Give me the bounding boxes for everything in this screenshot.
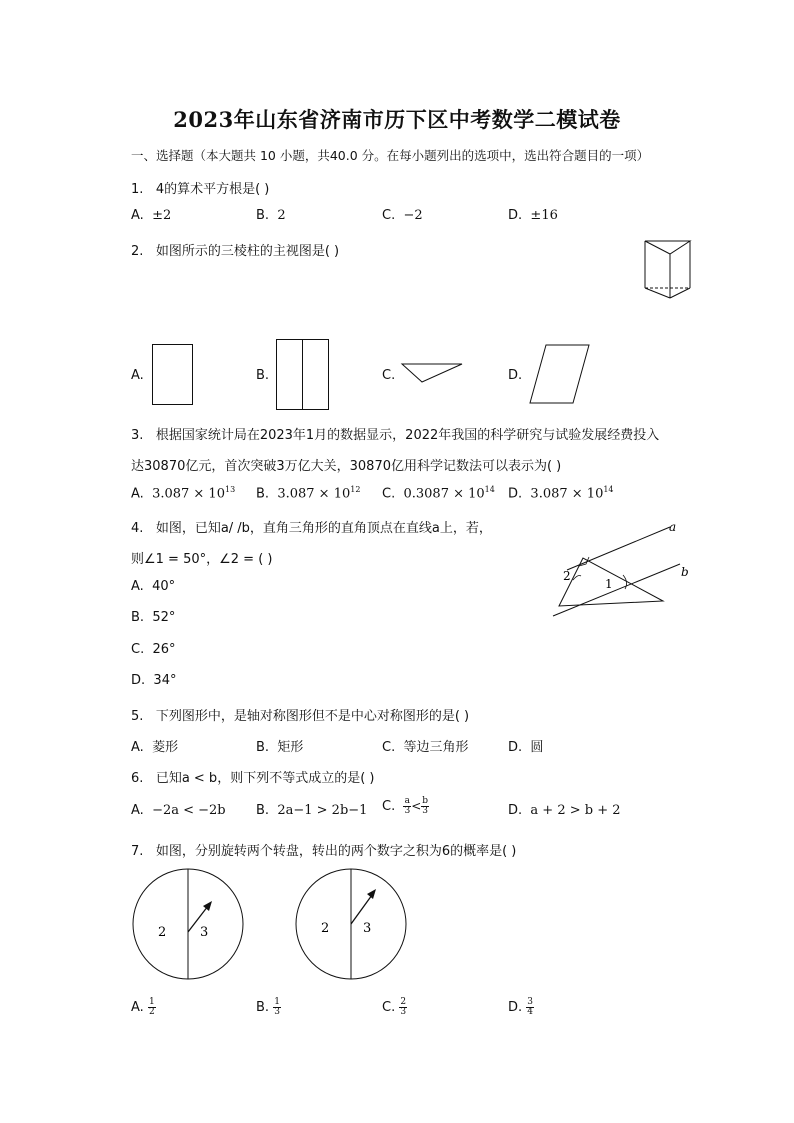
q6-option-d[interactable]: D. a + 2 > b + 2	[508, 803, 621, 818]
question-4-line2: 则∠1 = 50°，∠2 = ( )	[131, 552, 273, 567]
q1-option-d[interactable]: D. ±16	[508, 208, 558, 223]
q3-option-b[interactable]: B. $3.087 \times 10^{12}$	[256, 485, 361, 502]
spinner-1	[132, 868, 246, 982]
question-stem: 如图，分别旋转两个转盘，转出的两个数字之积为6的概率是( )	[155, 844, 517, 859]
q6-option-b[interactable]: B. 2a−1 > 2b−1	[256, 803, 368, 818]
q2-option-a-label[interactable]: A.	[131, 368, 144, 383]
question-number: 7.	[131, 844, 144, 859]
q1-option-c[interactable]: C. −2	[382, 208, 423, 223]
question-stem: 如图所示的三棱柱的主视图是( )	[155, 244, 340, 259]
page-title: 2023年山东省济南市历下区中考数学二模试卷	[173, 107, 621, 132]
question-stem: 下列图形中，是轴对称图形但不是中心对称图形的是( )	[155, 709, 470, 724]
question-3-line2: 达30870亿元，首次突破3万亿大关，30870亿用科学记数法可以表示为( )	[131, 459, 562, 474]
line-b-label: b	[681, 565, 689, 579]
question-6	[131, 767, 374, 786]
question-number: 2.	[131, 244, 144, 259]
parallel-lines-figure	[545, 512, 695, 622]
question-stem-line1: 根据国家统计局在2023年1月的数据显示，2022年我国的科学研究与试验发展经费投入	[155, 428, 660, 443]
q7-option-b[interactable]: B. $\frac{1}{3}$	[256, 997, 280, 1017]
question-number: 1.	[131, 182, 144, 197]
q4-option-d[interactable]: D. 34°	[131, 673, 177, 688]
question-1	[131, 178, 269, 197]
spinner-1-left-number: 2	[158, 925, 167, 940]
angle-2-label: 2	[563, 569, 571, 583]
angle-1-label: 1	[605, 577, 613, 591]
question-2	[131, 240, 339, 259]
q1-option-a[interactable]: A. ±2	[131, 208, 172, 223]
q2-option-b-label[interactable]: B.	[256, 368, 270, 383]
q5-option-c[interactable]: C. 等边三角形	[382, 740, 469, 755]
section-heading: 一、选择题（本大题共 10 小题，共40.0 分。在每小题列出的选项中，选出符合题目的一项）	[131, 148, 650, 163]
question-number: 4.	[131, 521, 144, 536]
question-number: 5.	[131, 709, 144, 724]
question-number: 3.	[131, 428, 144, 443]
q1-option-b[interactable]: B. 2	[256, 208, 286, 223]
question-stem-line1: 如图，已知a/ /b，直角三角形的直角顶点在直线a上，若，	[155, 521, 492, 536]
q2-option-b-split-rectangle[interactable]	[276, 339, 330, 411]
spinner-1-right-number: 3	[200, 925, 209, 940]
q5-option-d[interactable]: D. 圆	[508, 740, 544, 755]
spinner-2	[295, 868, 409, 982]
question-number: 6.	[131, 771, 144, 786]
q6-option-a[interactable]: A. −2a < −2b	[131, 803, 226, 818]
q3-option-d[interactable]: D. $3.087 \times 10^{14}$	[508, 485, 614, 502]
q3-option-c[interactable]: C. $0.3087 \times 10^{14}$	[382, 485, 495, 502]
question-7	[131, 840, 516, 859]
q2-option-c-triangle[interactable]	[400, 362, 466, 384]
q7-option-d[interactable]: D. $\frac{3}{4}$	[508, 997, 534, 1017]
q3-option-a[interactable]: A. $3.087 \times 10^{13}$	[131, 485, 236, 502]
q7-option-a[interactable]: A. $\frac{1}{2}$	[131, 997, 155, 1017]
spinner-2-right-number: 3	[363, 921, 372, 936]
q2-option-a-rectangle[interactable]	[152, 344, 196, 406]
question-4	[131, 517, 492, 536]
q7-option-c[interactable]: C. $\frac{2}{3}$	[382, 997, 407, 1017]
line-a-label: a	[669, 520, 677, 534]
spinner-2-left-number: 2	[321, 921, 330, 936]
q5-option-b[interactable]: B. 矩形	[256, 740, 304, 755]
triangular-prism-figure	[640, 238, 696, 304]
q4-option-c[interactable]: C. 26°	[131, 642, 176, 657]
q5-option-a[interactable]: A. 菱形	[131, 740, 179, 755]
q2-option-d-parallelogram[interactable]	[528, 343, 592, 405]
question-stem: 4的算术平方根是( )	[155, 182, 270, 197]
question-5	[131, 705, 469, 724]
question-stem: 已知a < b，则下列不等式成立的是( )	[155, 771, 375, 786]
question-3	[131, 424, 659, 443]
q2-option-d-label[interactable]: D.	[508, 368, 523, 383]
q4-option-a[interactable]: A. 40°	[131, 579, 176, 594]
q6-option-c[interactable]: C. $\frac{a}{3}$ < $\frac{b}{3}$	[382, 796, 429, 816]
q2-option-c-label[interactable]: C.	[382, 368, 396, 383]
q4-option-b[interactable]: B. 52°	[131, 610, 176, 625]
